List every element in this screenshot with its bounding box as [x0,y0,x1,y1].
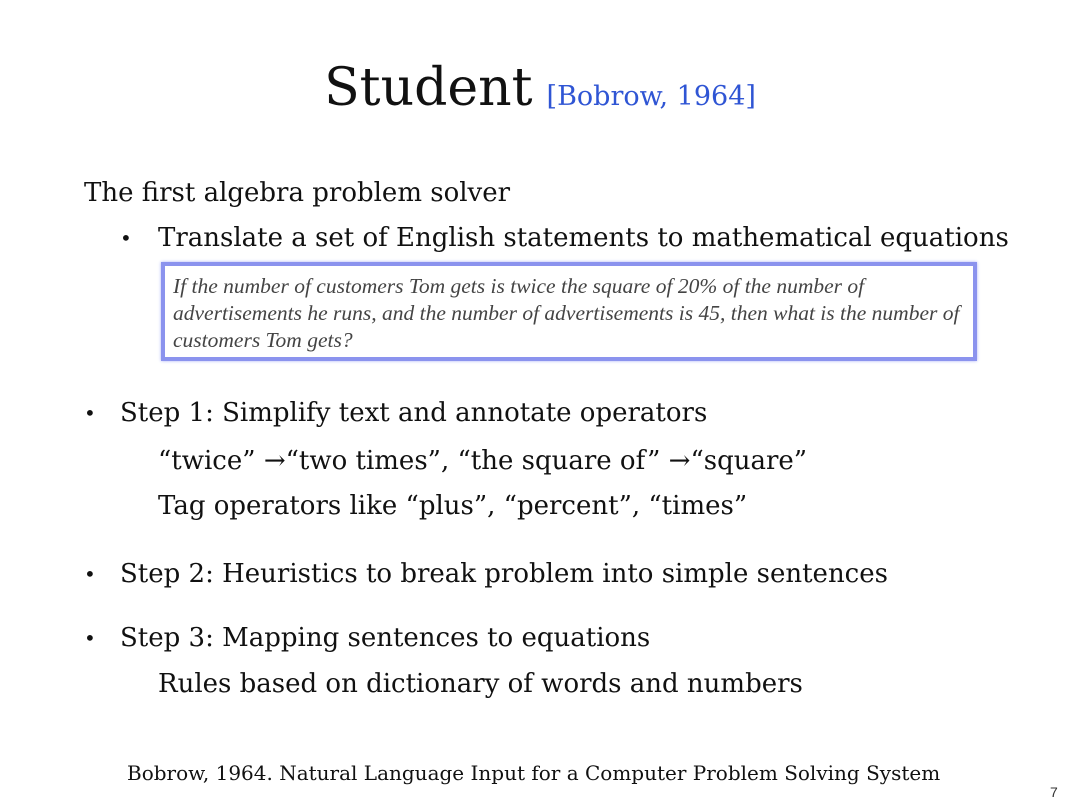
slide-title: Student [324,58,533,118]
bullet-marker: • [84,626,96,650]
bullet-marker: • [120,226,132,250]
title-citation: [Bobrow, 1964] [546,81,756,112]
bullet-marker: • [84,401,96,425]
step-1-detail-2: Tag operators like “plus”, “percent”, “times” [158,491,748,521]
step-2-label: Step 2: Heuristics to break problem into simple sentences [120,559,888,589]
step-1-label: Step 1: Simplify text and annotate operators [120,398,708,428]
example-problem-box [161,262,977,361]
example-problem-text: If the number of customers Tom gets is twice the square of 20% of the number of advertisements he runs, and the number of advertisements is 45, then what is the number of customers Tom gets? [173,274,960,352]
sub-bullet-text: Translate a set of English statements to mathematical equations [158,223,1009,253]
intro-text: The first algebra problem solver [84,178,511,208]
bullet-marker: • [84,562,96,586]
step-1-detail-1: “twice” →“two times”, “the square of” →“square” [158,446,808,476]
footer-reference: Bobrow, 1964. Natural Language Input for a Computer Problem Solving System [127,761,941,785]
page-number: 7 [1050,784,1058,800]
slide-title-row [0,58,1080,118]
step-3-detail-1: Rules based on dictionary of words and numbers [158,669,803,699]
step-3-label: Step 3: Mapping sentences to equations [120,623,651,653]
